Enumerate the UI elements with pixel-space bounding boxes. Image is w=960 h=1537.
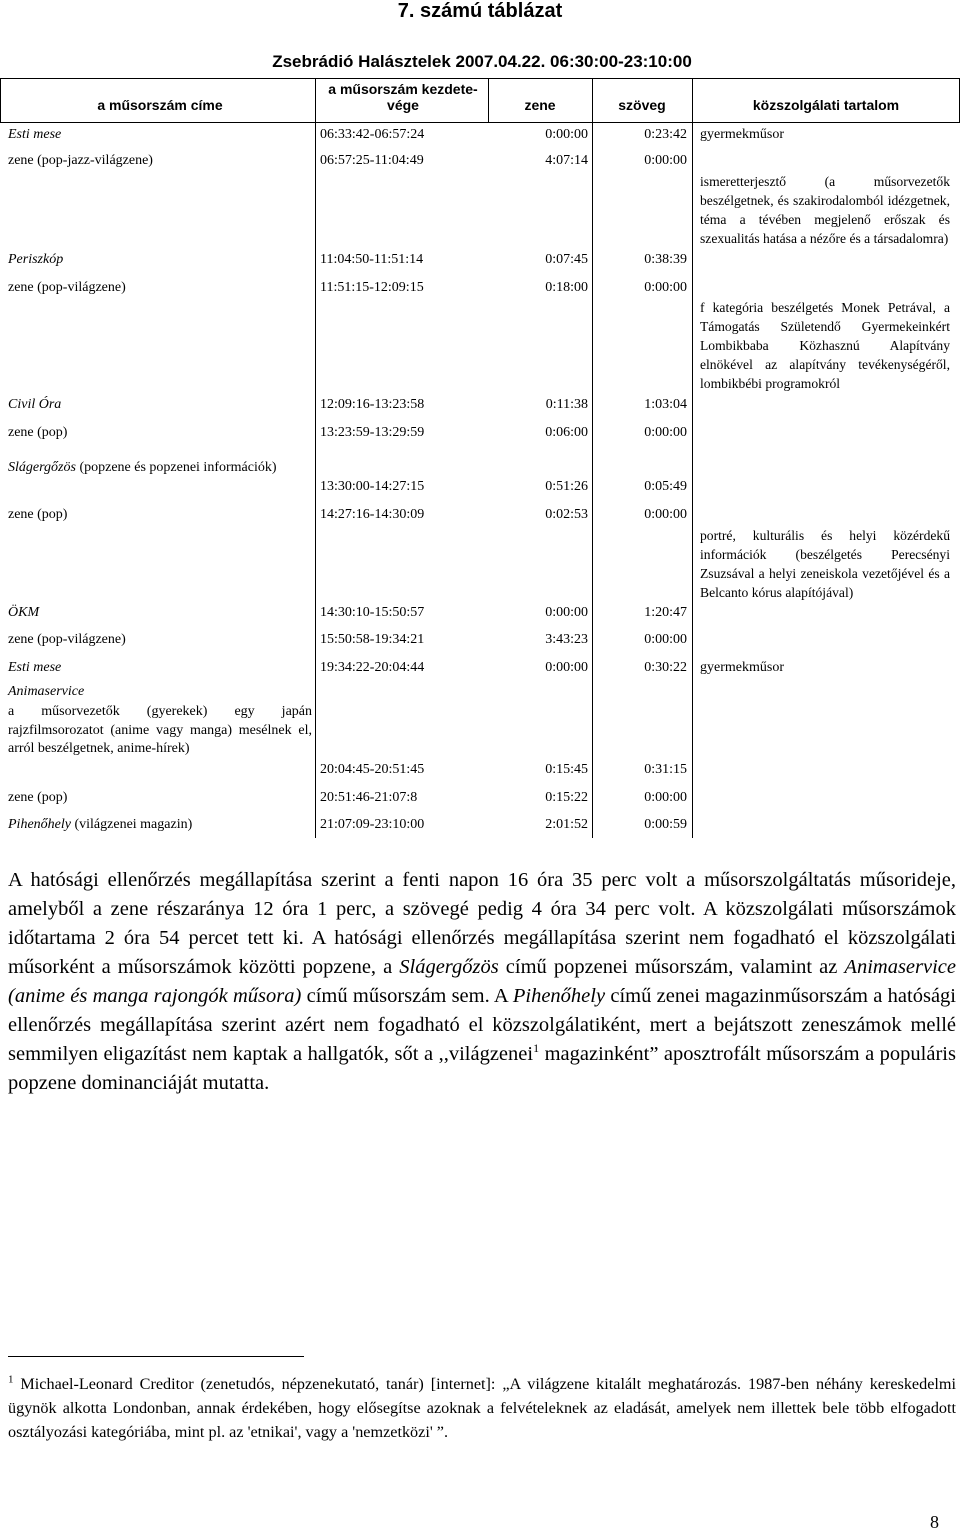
row-title-slagergozos <box>8 459 312 476</box>
row-text: 0:00:00 <box>644 507 687 522</box>
column-divider <box>315 78 316 838</box>
row-title: zene (pop) <box>8 507 68 522</box>
row-title: Esti mese <box>8 127 62 142</box>
row-text: 0:00:59 <box>644 817 687 832</box>
row-text: 0:00:00 <box>644 632 687 647</box>
row-title-italic: Pihenőhely <box>8 817 71 832</box>
row-music: 2:01:52 <box>545 817 588 832</box>
row-music: 0:11:38 <box>545 397 588 412</box>
header-time-line1: a műsorszám kezdete- <box>328 81 478 97</box>
row-text: 0:23:42 <box>644 127 687 142</box>
row-public-okm: portré, kulturális és helyi közérdekű információk (beszélgetés Perecsényi Zsuzsával a helyi zeneiskola vezetőjével és a Belcanto kórus alapítójával) <box>700 528 950 600</box>
row-title: zene (pop-jazz-világzene) <box>8 153 153 168</box>
table-left-border <box>0 78 1 122</box>
row-title: Periszkóp <box>8 252 64 267</box>
table-header-bottom-border <box>0 122 960 123</box>
row-music: 0:02:53 <box>545 507 588 522</box>
row-public: gyermekműsor <box>700 660 784 675</box>
row-text: 0:00:00 <box>644 153 687 168</box>
column-divider <box>692 78 693 838</box>
row-time: 13:30:00-14:27:15 <box>320 479 425 494</box>
header-time-line2: vége <box>387 97 419 113</box>
row-text: 0:38:39 <box>644 252 687 267</box>
row-time: 11:51:15-12:09:15 <box>320 280 424 295</box>
row-music: 0:00:00 <box>545 660 588 675</box>
row-text: 1:03:04 <box>644 397 687 412</box>
column-divider <box>592 78 593 838</box>
row-time: 15:50:58-19:34:21 <box>320 632 425 647</box>
header-public-content: közszolgálati tartalom <box>752 97 900 113</box>
row-title: zene (pop) <box>8 790 68 805</box>
row-text: 0:30:22 <box>644 660 687 675</box>
footnote-number: 1 <box>8 1373 14 1386</box>
footnote-text: Michael-Leonard Creditor (zenetudós, népzenekutató, tanár) [internet]: „A világzene kitalált meghatározás. 1987-ben néhány kereskedelmi ügynök alkotta Londonban, annak érdekében, hogy elősegítse azoknak a felvételeknek az eladását, amelyek nem illettek bele több elfogadott osztályozási kategóriába, mint pl. az 'etnikai', vagy a 'nemzetközi' ”. <box>8 1375 956 1441</box>
row-title-pihenohely <box>8 816 312 833</box>
row-text: 0:00:00 <box>644 425 687 440</box>
row-music: 0:00:00 <box>545 127 588 142</box>
body-text-part: magazinként” aposztrofált műsorszám a populáris popzene dominanciáját mutatta. <box>8 1043 956 1094</box>
body-text-italic: Slágergőzös <box>399 956 499 978</box>
column-divider <box>488 78 489 122</box>
row-public-civil-ora: f kategória beszélgetés Monek Petrával, a Támogatás Születendő Gyermekeinkért Lombikbaba Közhasznú Alapítvány elnökével az alapítvány tevékenységéről, lombikbébi programokról <box>700 300 950 391</box>
row-music: 0:15:45 <box>545 762 588 777</box>
row-title-italic: Slágergőzös <box>8 460 76 475</box>
row-title: Civil Óra <box>8 397 62 412</box>
row-title-rest: a műsorvezetők (gyerekek) egy japán rajzfilmsorozatot (anime vagy manga) mesélnek el, arról beszélgetnek, anime-hírek) <box>8 704 312 756</box>
row-time: 21:07:09-23:10:00 <box>320 817 425 832</box>
row-music: 0:07:45 <box>545 252 588 267</box>
body-text-italic: Pihenőhely <box>512 985 606 1007</box>
row-text: 1:20:47 <box>644 605 687 620</box>
footnote-separator <box>8 1356 304 1357</box>
row-text: 0:00:00 <box>644 280 687 295</box>
row-text: 0:05:49 <box>644 479 687 494</box>
row-title-rest: (popzene és popzenei információk) <box>75 460 277 475</box>
page-number: 8 <box>930 1512 939 1532</box>
row-music: 0:18:00 <box>545 280 588 295</box>
row-music: 0:15:22 <box>545 790 588 805</box>
row-music: 0:51:26 <box>545 479 588 494</box>
row-music: 0:00:00 <box>545 605 588 620</box>
row-time: 14:30:10-15:50:57 <box>320 605 425 620</box>
table-title: 7. számú táblázat <box>397 0 563 22</box>
body-text-part: A hatósági ellenőrzés megállapítása szerint a fenti napon 16 óra 35 perc volt a műsorszolgáltatás műsorideje, amelyből a zene részaránya 12 óra 1 perc, a szövegé pedig 4 óra 34 perc volt. A közszolgálati műsorszámok időtartama 2 óra 54 percet tett ki. A hatósági ellenőrzés megállapítása szerint nem fogadható el közszolgálati műsorként a műsorszámok közötti popzene, a <box>8 869 956 978</box>
row-title: ÖKM <box>8 605 40 620</box>
row-title-rest: (világzenei magazin) <box>70 817 193 832</box>
row-time: 19:34:22-20:04:44 <box>320 660 425 675</box>
row-title: zene (pop-világzene) <box>8 280 126 295</box>
header-title: a műsorszám címe <box>97 97 223 113</box>
footnote-reference[interactable]: 1 <box>533 1041 540 1056</box>
header-text: szöveg <box>618 97 666 113</box>
row-time: 13:23:59-13:29:59 <box>320 425 425 440</box>
row-music: 4:07:14 <box>545 153 588 168</box>
body-paragraph <box>8 866 956 1098</box>
row-time: 06:57:25-11:04:49 <box>320 153 424 168</box>
body-text-italic: Animaservice (anime és manga rajongók műsora) <box>8 956 956 1007</box>
row-text: 0:00:00 <box>644 790 687 805</box>
row-public: gyermekműsor <box>700 127 784 142</box>
row-public-periszkop: ismeretterjesztő (a műsorvezetők beszélgetnek, és szakirodalomból idézgetnek, téma a tévében megjelenő erőszak és szexualitás hatása a nézőre és a társadalomra) <box>700 174 950 246</box>
table-top-border <box>0 78 960 79</box>
row-music: 3:43:23 <box>545 632 588 647</box>
row-music: 0:06:00 <box>545 425 588 440</box>
header-music: zene <box>524 97 556 113</box>
body-text-part: című műsorszám sem. A <box>301 985 513 1007</box>
row-title: zene (pop-világzene) <box>8 632 126 647</box>
row-time: 11:04:50-11:51:14 <box>320 252 424 267</box>
row-title: zene (pop) <box>8 425 68 440</box>
body-text-part: című zenei magazinműsorszám a hatósági ellenőrzés megállapítása szerint azért nem fogadható el közszolgálatiként, mert a bejátszott zeneszámok mellé semmilyen eligazítást nem kaptak a hallgatók, sőt a ,,világzenei <box>8 985 956 1065</box>
row-time: 20:51:46-21:07:8 <box>320 790 418 805</box>
row-text: 0:31:15 <box>644 762 687 777</box>
station-and-date: Zsebrádió Halásztelek 2007.04.22. 06:30:00-23:10:00 <box>272 52 692 71</box>
row-time: 20:04:45-20:51:45 <box>320 762 425 777</box>
body-text-part: című popzenei műsorszám, valamint az <box>498 956 845 978</box>
footnote <box>8 1372 956 1444</box>
row-time: 06:33:42-06:57:24 <box>320 127 425 142</box>
row-title-italic: Animaservice <box>8 684 85 699</box>
row-time: 12:09:16-13:23:58 <box>320 397 425 412</box>
row-title: Esti mese <box>8 660 62 675</box>
row-time: 14:27:16-14:30:09 <box>320 507 425 522</box>
